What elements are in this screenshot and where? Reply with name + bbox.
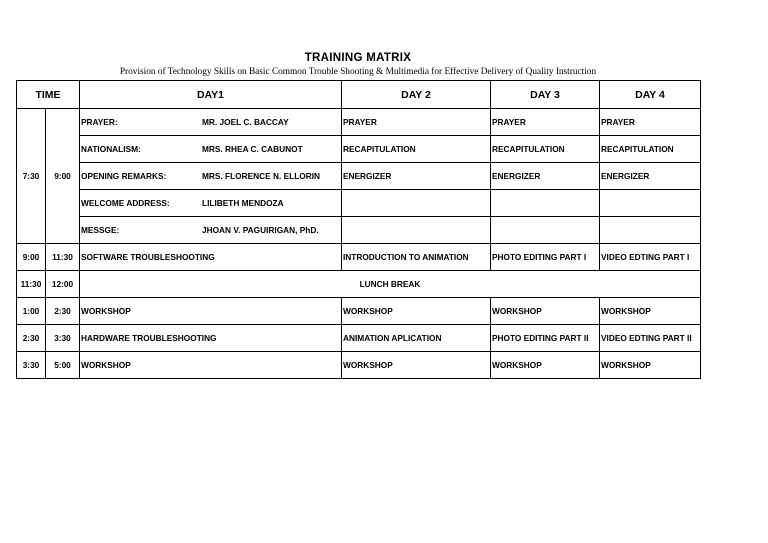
- day1-cell: SOFTWARE TROUBLESHOOTING: [80, 244, 342, 271]
- day4-cell: WORKSHOP: [600, 298, 701, 325]
- day3-cell: RECAPITULATION: [491, 136, 600, 163]
- table-row: [17, 136, 701, 163]
- table-row: [17, 190, 701, 217]
- table-row: [17, 109, 701, 136]
- day3-cell: WORKSHOP: [491, 352, 600, 379]
- day2-cell: [342, 217, 491, 244]
- day4-cell: [600, 217, 701, 244]
- person-name: MRS. RHEA C. CABUNOT: [202, 144, 303, 154]
- day2-cell: PRAYER: [342, 109, 491, 136]
- day2-cell: INTRODUCTION TO ANIMATION: [342, 244, 491, 271]
- time-end: 5:00: [46, 352, 80, 379]
- day3-cell: [491, 190, 600, 217]
- activity-label: OPENING REMARKS:: [81, 171, 167, 181]
- day4-cell: RECAPITULATION: [600, 136, 701, 163]
- table-row: [17, 244, 701, 271]
- day1-cell: [80, 217, 342, 244]
- day1-cell: WORKSHOP: [80, 298, 342, 325]
- table-row: [17, 298, 701, 325]
- time-start: 3:30: [17, 352, 46, 379]
- day2-cell: ANIMATION APLICATION: [342, 325, 491, 352]
- day3-cell: ENERGIZER: [491, 163, 600, 190]
- time-end: 11:30: [46, 244, 80, 271]
- day1-cell: [80, 190, 342, 217]
- day4-cell: PRAYER: [600, 109, 701, 136]
- document-title: TRAINING MATRIX: [304, 52, 412, 64]
- day3-cell: PHOTO EDITING PART I: [491, 244, 600, 271]
- time-end: 2:30: [46, 298, 80, 325]
- person-name: LILIBETH MENDOZA: [202, 198, 284, 208]
- table-row: [17, 352, 701, 379]
- time-end: 12:00: [46, 271, 80, 298]
- day1-cell: [80, 109, 342, 136]
- activity-label: MESSGE:: [81, 225, 120, 235]
- activity-label: NATIONALISM:: [81, 144, 141, 154]
- day2-cell: [342, 190, 491, 217]
- day4-cell: VIDEO EDTING PART I: [600, 244, 701, 271]
- table-row: [17, 271, 701, 298]
- person-name: JHOAN V. PAGUIRIGAN, PhD.: [202, 225, 319, 235]
- time-start: 2:30: [17, 325, 46, 352]
- time-end: 9:00: [46, 109, 80, 244]
- day4-cell: WORKSHOP: [600, 352, 701, 379]
- table-row: [17, 217, 701, 244]
- day4-cell: ENERGIZER: [600, 163, 701, 190]
- time-start: 11:30: [17, 271, 46, 298]
- time-start: 7:30: [17, 109, 46, 244]
- header-day3: DAY 3: [491, 81, 600, 109]
- day4-cell: VIDEO EDTING PART II: [600, 325, 701, 352]
- day3-cell: [491, 217, 600, 244]
- training-matrix-table: [16, 80, 701, 379]
- person-name: MRS. FLORENCE N. ELLORIN: [202, 171, 320, 181]
- header-day2: DAY 2: [342, 81, 491, 109]
- person-name: MR. JOEL C. BACCAY: [202, 117, 289, 127]
- day2-cell: WORKSHOP: [342, 298, 491, 325]
- document-subtitle: Provision of Technology Skills on Basic Common Trouble Shooting & Multimedia for Effective Delivery of Quality Instruction: [119, 67, 597, 77]
- day3-cell: PHOTO EDITING PART II: [491, 325, 600, 352]
- time-end: 3:30: [46, 325, 80, 352]
- header-day1: DAY1: [80, 81, 342, 109]
- day2-cell: WORKSHOP: [342, 352, 491, 379]
- day1-cell: HARDWARE TROUBLESHOOTING: [80, 325, 342, 352]
- day1-cell: [80, 163, 342, 190]
- time-start: 9:00: [17, 244, 46, 271]
- day3-cell: WORKSHOP: [491, 298, 600, 325]
- header-day4: DAY 4: [600, 81, 701, 109]
- time-start: 1:00: [17, 298, 46, 325]
- activity-label: WELCOME ADDRESS:: [81, 198, 170, 208]
- lunch-break-cell: LUNCH BREAK: [80, 271, 701, 298]
- day2-cell: ENERGIZER: [342, 163, 491, 190]
- table-row: [17, 325, 701, 352]
- header-row: [17, 81, 701, 109]
- day1-cell: [80, 136, 342, 163]
- header-time: TIME: [17, 81, 80, 109]
- day2-cell: RECAPITULATION: [342, 136, 491, 163]
- activity-label: PRAYER:: [81, 117, 118, 127]
- table-row: [17, 163, 701, 190]
- day1-cell: WORKSHOP: [80, 352, 342, 379]
- day3-cell: PRAYER: [491, 109, 600, 136]
- day4-cell: [600, 190, 701, 217]
